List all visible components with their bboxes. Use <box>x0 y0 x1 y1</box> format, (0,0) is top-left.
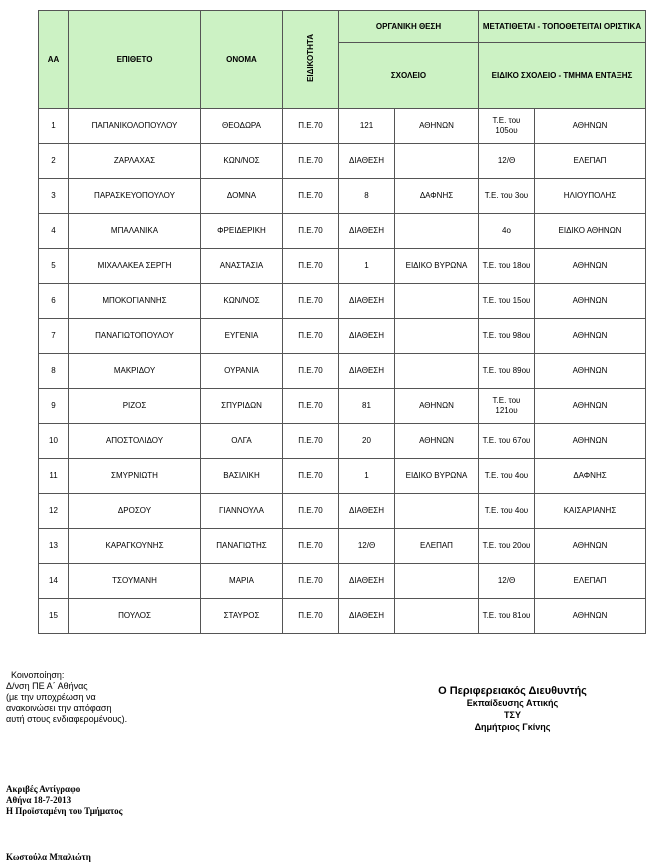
cell-surname: ΜΠΟΚΟΓΙΑΝΝΗΣ <box>69 284 201 319</box>
notification-line: ανακοινώσει την απόφαση <box>6 703 112 713</box>
cell-name: ΔΟΜΝΑ <box>201 179 283 214</box>
header-specialty-cell <box>283 11 339 109</box>
cell-aa: 10 <box>39 424 69 459</box>
cell-new-area: ΑΘΗΝΩΝ <box>535 354 646 389</box>
cell-new-unit: Τ.Ε. του 81ου <box>479 599 535 634</box>
table-body <box>39 109 646 634</box>
cell-school-area: ΕΛΕΠΑΠ <box>395 529 479 564</box>
header-name: ΟΝΟΜΑ <box>201 11 283 109</box>
cell-school-no: 1 <box>339 249 395 284</box>
cell-school-area <box>395 494 479 529</box>
cell-new-unit: Τ.Ε. του 105ου <box>479 109 535 144</box>
table-row <box>39 319 646 354</box>
cell-school-area: ΑΘΗΝΩΝ <box>395 389 479 424</box>
cell-school-no: 121 <box>339 109 395 144</box>
cell-school-area <box>395 319 479 354</box>
cell-new-area: ΚΑΙΣΑΡΙΑΝΗΣ <box>535 494 646 529</box>
cell-spec: Π.Ε.70 <box>283 179 339 214</box>
cell-name: ΣΠΥΡΙΔΩΝ <box>201 389 283 424</box>
signature-block <box>430 685 595 733</box>
cell-school-area: ΔΑΦΝΗΣ <box>395 179 479 214</box>
cell-school-no: ΔΙΑΘΕΣΗ <box>339 319 395 354</box>
cell-aa: 13 <box>39 529 69 564</box>
cell-school-area <box>395 214 479 249</box>
cell-new-unit: Τ.Ε. του 4ου <box>479 459 535 494</box>
cell-school-no: 8 <box>339 179 395 214</box>
cell-spec: Π.Ε.70 <box>283 249 339 284</box>
cell-school-area: ΕΙΔΙΚΟ ΒΥΡΩΝΑ <box>395 459 479 494</box>
cell-aa: 1 <box>39 109 69 144</box>
cell-spec: Π.Ε.70 <box>283 494 339 529</box>
cell-spec: Π.Ε.70 <box>283 599 339 634</box>
cell-new-unit: Τ.Ε. του 15ου <box>479 284 535 319</box>
cell-school-no: ΔΙΑΘΕΣΗ <box>339 214 395 249</box>
cell-name: ΟΥΡΑΝΙΑ <box>201 354 283 389</box>
notification-heading: Κοινοποίηση: <box>11 670 65 680</box>
cell-aa: 8 <box>39 354 69 389</box>
cell-aa: 12 <box>39 494 69 529</box>
cell-new-unit: 4ο <box>479 214 535 249</box>
cell-school-no: ΔΙΑΘΕΣΗ <box>339 144 395 179</box>
header-transfer: ΜΕΤΑΤΙΘΕΤΑΙ - ΤΟΠΟΘΕΤΕΙΤΑΙ ΟΡΙΣΤΙΚΑ <box>479 11 646 43</box>
cell-name: ΓΙΑΝΝΟΥΛΑ <box>201 494 283 529</box>
cell-new-unit: 12/Θ <box>479 564 535 599</box>
cell-spec: Π.Ε.70 <box>283 354 339 389</box>
cell-surname: ΜΑΚΡΙΔΟΥ <box>69 354 201 389</box>
cell-aa: 5 <box>39 249 69 284</box>
cell-new-area: ΑΘΗΝΩΝ <box>535 599 646 634</box>
cell-new-unit: Τ.Ε. του 98ου <box>479 319 535 354</box>
table-row <box>39 144 646 179</box>
table-row <box>39 389 646 424</box>
transfers-table <box>38 10 646 634</box>
cell-spec: Π.Ε.70 <box>283 529 339 564</box>
certified-copy-block <box>6 784 122 817</box>
cell-school-area <box>395 564 479 599</box>
cell-aa: 3 <box>39 179 69 214</box>
cell-surname: ΖΑΡΛΑΧΑΣ <box>69 144 201 179</box>
table-row <box>39 564 646 599</box>
certified-copy-name: Κωστούλα Μπαλιώτη <box>6 852 91 862</box>
cell-surname: ΜΠΑΛΑΝΙΚΑ <box>69 214 201 249</box>
cell-new-area: ΗΛΙΟΥΠΟΛΗΣ <box>535 179 646 214</box>
cell-spec: Π.Ε.70 <box>283 459 339 494</box>
cell-surname: ΠΑΡΑΣΚΕΥΟΠΟΥΛΟΥ <box>69 179 201 214</box>
cell-name: ΠΑΝΑΓΙΩΤΗΣ <box>201 529 283 564</box>
cell-name: ΚΩΝ/ΝΟΣ <box>201 144 283 179</box>
cell-spec: Π.Ε.70 <box>283 319 339 354</box>
cell-new-unit: Τ.Ε. του 4ου <box>479 494 535 529</box>
table-row <box>39 249 646 284</box>
cell-surname: ΑΠΟΣΤΟΛΙΔΟΥ <box>69 424 201 459</box>
certified-copy-line: Αθήνα 18-7-2013 <box>6 795 72 805</box>
cell-surname: ΣΜΥΡΝΙΩΤΗ <box>69 459 201 494</box>
cell-name: ΒΑΣΙΛΙΚΗ <box>201 459 283 494</box>
cell-aa: 6 <box>39 284 69 319</box>
cell-surname: ΡΙΖΟΣ <box>69 389 201 424</box>
cell-spec: Π.Ε.70 <box>283 389 339 424</box>
signature-name: Δημήτριος Γκίνης <box>474 722 551 732</box>
table-row <box>39 284 646 319</box>
cell-school-no: ΔΙΑΘΕΣΗ <box>339 284 395 319</box>
cell-school-no: 1 <box>339 459 395 494</box>
cell-surname: ΠΑΠΑΝΙΚΟΛΟΠΟΥΛΟΥ <box>69 109 201 144</box>
cell-new-area: ΑΘΗΝΩΝ <box>535 284 646 319</box>
cell-new-unit: Τ.Ε. του 89ου <box>479 354 535 389</box>
cell-school-no: 20 <box>339 424 395 459</box>
cell-spec: Π.Ε.70 <box>283 109 339 144</box>
cell-new-area: ΑΘΗΝΩΝ <box>535 319 646 354</box>
cell-surname: ΚΑΡΑΓΚΟΥΝΗΣ <box>69 529 201 564</box>
cell-school-no: ΔΙΑΘΕΣΗ <box>339 354 395 389</box>
cell-school-area <box>395 354 479 389</box>
cell-name: ΕΥΓΕΝΙΑ <box>201 319 283 354</box>
cell-new-unit: Τ.Ε. του 18ου <box>479 249 535 284</box>
certified-copy-line: Η Προϊσταμένη του Τμήματος <box>6 806 123 816</box>
table-row <box>39 214 646 249</box>
cell-spec: Π.Ε.70 <box>283 424 339 459</box>
header-organic-position: ΟΡΓΑΝΙΚΗ ΘΕΣΗ <box>339 11 479 43</box>
cell-school-area <box>395 284 479 319</box>
cell-name: ΜΑΡΙΑ <box>201 564 283 599</box>
table-row <box>39 494 646 529</box>
cell-spec: Π.Ε.70 <box>283 284 339 319</box>
header-special-school: ΕΙΔΙΚΟ ΣΧΟΛΕΙΟ - ΤΜΗΜΑ ΕΝΤΑΞΗΣ <box>479 43 646 109</box>
cell-aa: 7 <box>39 319 69 354</box>
cell-name: ΟΛΓΑ <box>201 424 283 459</box>
cell-spec: Π.Ε.70 <box>283 144 339 179</box>
cell-aa: 11 <box>39 459 69 494</box>
cell-new-area: ΑΘΗΝΩΝ <box>535 389 646 424</box>
cell-new-area: ΔΑΦΝΗΣ <box>535 459 646 494</box>
header-specialty: ΕΙΔΙΚΟΤΗΤΑ <box>305 34 315 82</box>
cell-surname: ΜΙΧΑΛΑΚΕΑ ΣΕΡΓΗ <box>69 249 201 284</box>
cell-spec: Π.Ε.70 <box>283 564 339 599</box>
cell-school-no: 81 <box>339 389 395 424</box>
cell-spec: Π.Ε.70 <box>283 214 339 249</box>
cell-school-area: ΕΙΔΙΚΟ ΒΥΡΩΝΑ <box>395 249 479 284</box>
notification-block <box>6 670 127 725</box>
notification-line: αυτή στους ενδιαφερομένους). <box>6 714 128 724</box>
cell-school-area <box>395 599 479 634</box>
cell-school-no: 12/Θ <box>339 529 395 564</box>
cell-school-no: ΔΙΑΘΕΣΗ <box>339 599 395 634</box>
cell-school-no: ΔΙΑΘΕΣΗ <box>339 564 395 599</box>
cell-new-unit: 12/Θ <box>479 144 535 179</box>
cell-aa: 15 <box>39 599 69 634</box>
cell-new-area: ΕΙΔΙΚΟ ΑΘΗΝΩΝ <box>535 214 646 249</box>
table-row <box>39 459 646 494</box>
cell-new-unit: Τ.Ε. του 20ου <box>479 529 535 564</box>
cell-aa: 2 <box>39 144 69 179</box>
cell-new-area: ΑΘΗΝΩΝ <box>535 424 646 459</box>
signature-line: ΤΣΥ <box>504 710 521 720</box>
table-row <box>39 599 646 634</box>
signature-line: Εκπαίδευσης Αττικής <box>466 698 559 708</box>
cell-new-area: ΑΘΗΝΩΝ <box>535 109 646 144</box>
cell-school-area <box>395 144 479 179</box>
table-row <box>39 109 646 144</box>
cell-aa: 9 <box>39 389 69 424</box>
cell-new-unit: Τ.Ε. του 3ου <box>479 179 535 214</box>
table-row <box>39 424 646 459</box>
table-row <box>39 529 646 564</box>
cell-surname: ΔΡΟΣΟΥ <box>69 494 201 529</box>
cell-school-no: ΔΙΑΘΕΣΗ <box>339 494 395 529</box>
cell-school-area: ΑΘΗΝΩΝ <box>395 109 479 144</box>
notification-line: (με την υποχρέωση να <box>6 692 96 702</box>
cell-new-unit: Τ.Ε. του 67ου <box>479 424 535 459</box>
cell-new-area: ΑΘΗΝΩΝ <box>535 249 646 284</box>
cell-aa: 4 <box>39 214 69 249</box>
header-aa: ΑΑ <box>39 11 69 109</box>
cell-name: ΣΤΑΥΡΟΣ <box>201 599 283 634</box>
cell-aa: 14 <box>39 564 69 599</box>
cell-surname: ΠΟΥΛΟΣ <box>69 599 201 634</box>
cell-surname: ΠΑΝΑΓΙΩΤΟΠΟΥΛΟΥ <box>69 319 201 354</box>
notification-line: Δ/νση ΠΕ Α΄ Αθήνας <box>6 681 88 691</box>
table-row <box>39 354 646 389</box>
cell-new-area: ΑΘΗΝΩΝ <box>535 529 646 564</box>
header-row-top <box>39 11 646 43</box>
cell-name: ΑΝΑΣΤΑΣΙΑ <box>201 249 283 284</box>
cell-school-area: ΑΘΗΝΩΝ <box>395 424 479 459</box>
header-school: ΣΧΟΛΕΙΟ <box>339 43 479 109</box>
cell-surname: ΤΣΟΥΜΑΝΗ <box>69 564 201 599</box>
cell-name: ΦΡΕΙΔΕΡΙΚΗ <box>201 214 283 249</box>
cell-name: ΘΕΟΔΩΡΑ <box>201 109 283 144</box>
header-surname: ΕΠΙΘΕΤΟ <box>69 11 201 109</box>
cell-new-area: ΕΛΕΠΑΠ <box>535 144 646 179</box>
cell-new-area: ΕΛΕΠΑΠ <box>535 564 646 599</box>
cell-new-unit: Τ.Ε. του 121ου <box>479 389 535 424</box>
cell-name: ΚΩΝ/ΝΟΣ <box>201 284 283 319</box>
certified-copy-line: Ακριβές Αντίγραφο <box>6 784 81 794</box>
signature-title: Ο Περιφερειακός Διευθυντής <box>438 685 587 697</box>
table-row <box>39 179 646 214</box>
